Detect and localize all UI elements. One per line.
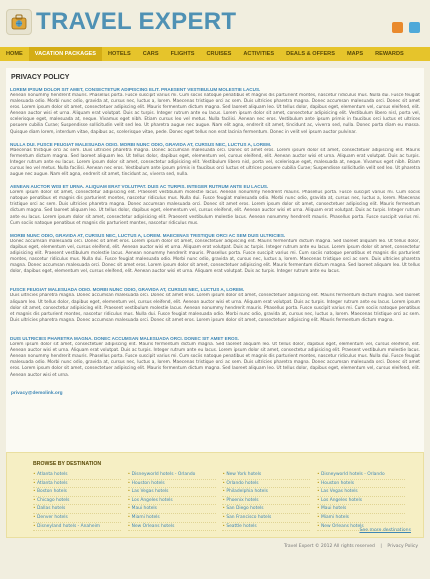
nav-home[interactable]: HOME <box>6 51 23 57</box>
brand-name: TRAVEL EXPERT <box>36 8 237 35</box>
destination-link[interactable]: • Philadelphia hotels <box>222 488 310 497</box>
footer-separator: | <box>380 544 382 549</box>
section-heading[interactable]: NULLA DUI. FUSCE FEUGIAT MALESUADA ODIO. MORBI NUNC ODIO, GRAVIDA AT, CURSUS NEC, LUCTUS A, LOREM. <box>10 141 272 147</box>
nav-flights[interactable]: FLIGHTS <box>170 51 195 57</box>
section-heading[interactable]: DUIS ULTRICIES PHARETRA MAGNA. DONEC ACCUMSAN MALESUADA ORCI. DONEC SIT AMET EROS. <box>10 336 239 342</box>
destination-column <box>222 471 310 531</box>
section-heading[interactable]: LOREM IPSUM DOLOR SIT AMET, CONSECTETUR ADIPISCING ELIT. PRAESENT VESTIBULUM MOLESTIE LACUS. <box>10 87 261 92</box>
section-body: Lorem ipsum dolor sit amet, consectetur adipisicing elit. Praesent vestibulum molestie lacus. Aenean nonummy hendrerit mauris. Phasellus porta. Fusce suscipit varius mi. Cum sociis natoque penatibus et magnis dis parturient montes, nascetur ridiculus mus. Nulla dui. Fusce feugiat malesuada odio. Morbi nunc odio, gravida at, cursus nec, luctus a, lorem. Maecenas tristique orci ac sem. Duis ultricies pharetra magna. Donec accumsan malesuada orci. Donec sit amet eros. Lorem ipsum dolor sit amet, consectetuer adipiscing elit. Mauris fermentum dictum magna. Sed laoreet aliquam leo. Ut tellus dolor, dapibus eget, elementum vel, cursus eleifend, elit. Aenean auctor wisi et urna. Aliquam erat volutpat. Duis ac turpis. Integer rutrum ante eu lacus. Lorem ipsum dolor sit amet, consectetur adipisicing elit. Praesent vestibulum molestie lacus. Aenean nonummy hendrerit mauris. Phasellus porta. Fusce suscipit varius mi. Cum sociis natoque penatibus et magnis dis parturient montes, nascetur ridiculus mus. <box>10 190 420 226</box>
section-heading[interactable]: MORBI NUNC ODIO, GRAVIDA AT, CURSUS NEC, LUCTUS A, LOREM. MAECENAS TRISTIQUE ORCI AC SEM DUIS ULTRICIES. <box>10 232 286 238</box>
policy-section <box>10 287 420 330</box>
destination-link[interactable]: • Maui hotels <box>128 505 216 514</box>
nav-hotels[interactable]: HOTELS <box>108 51 131 57</box>
destination-link[interactable]: • New Orleans hotels <box>317 523 405 532</box>
logo[interactable] <box>6 8 236 36</box>
destination-link[interactable]: • Miami hotels <box>317 514 405 523</box>
destination-link[interactable]: • Los Angeles hotels <box>128 497 216 506</box>
destination-link[interactable]: • Dallas hotels <box>33 505 121 514</box>
nav-deals-offers[interactable]: DEALS & OFFERS <box>286 51 335 57</box>
main-content <box>6 68 424 508</box>
policy-section <box>10 233 420 282</box>
suitcase-globe-icon <box>6 9 32 35</box>
nav-maps[interactable]: MAPS <box>346 51 364 57</box>
destination-link[interactable]: • Las Vegas hotels <box>128 488 216 497</box>
site-footer <box>6 544 424 549</box>
destination-link[interactable]: • Atlanta hotels <box>33 471 121 480</box>
policy-section <box>10 336 420 385</box>
page-title: PRIVACY POLICY <box>11 74 70 81</box>
destination-column <box>317 471 405 531</box>
destination-link[interactable]: • San Diego hotels <box>222 505 310 514</box>
browse-by-destination <box>6 452 424 538</box>
policy-section <box>10 142 420 179</box>
site-header <box>0 0 430 47</box>
nav-rewards[interactable]: REWARDS <box>375 51 404 57</box>
social-links <box>392 22 420 33</box>
contact-email-link[interactable]: privacy@demolink.org <box>11 390 63 396</box>
destination-column <box>33 471 121 531</box>
policy-section <box>10 184 420 227</box>
destination-link[interactable]: • New Orleans hotels <box>128 523 216 532</box>
main-nav <box>0 47 430 61</box>
nav-vacation-packages[interactable]: VACATION PACKAGES <box>29 47 102 61</box>
destination-link[interactable]: • Chicago hotels <box>33 497 121 506</box>
destination-link[interactable]: • San Francisco hotels <box>222 514 310 523</box>
destination-link[interactable]: • Houston hotels <box>128 480 216 489</box>
copyright-text: Travel Expert © 2012 All rights reserved <box>283 544 375 549</box>
nav-cars[interactable]: CARS <box>142 51 159 57</box>
nav-cruises[interactable]: CRUISES <box>206 51 232 57</box>
nav-activities[interactable]: ACTIVITIES <box>243 51 275 57</box>
section-body: Aenean nonummy hendrerit mauris. Phasellus porta. Fusce suscipit varius mi. Cum sociis natoque penatibus et magnis dis parturient montes, nascetur ridiculus mus. Nulla dui. Fusce feugiat malesuada odio. Morbi nunc odio, gravida at, cursus nec, luctus a, lorem. Maecenas tristique orci ac sem. Duis ultricies pharetra magna. Donec accumsan malesuada orci. Donec sit amet eros. Lorem ipsum dolor sit amet, consectetuer adipiscing elit. Mauris fermentum dictum magna. Sed laoreet aliquam leo. Ut tellus dolor, dapibus eget, elementum vel, cursus eleifend, elit. Aenean auctor wisi et urna. Aliquam erat volutpat. Duis ac turpis. Integer rutrum ante eu lacus. Lorem ipsum dolor sit amet, consectetur adipisicing elit. Vestibulum libero nisl, porta vel, scelerisque eget, malesuada at, neque. Vivamus eget nibh. Etiam cursus leo vel metus. Nulla facilisi. Aenean nec eros. Vestibulum ante ipsum primis in faucibus orci luctus et ultrices posuere cubilia Curae; Suspendisse sollicitudin velit sed leo. Ut pharetra augue nec augue. Nam elit agna, endrerit sit amet, tincidunt ac, viverra sed, nulla. Donec porta diam eu massa. Quisque diam lorem, interdum vitae, dapibus ac, scelerisque vitae, pede. Donec eget tellus non erat lacinia fermentum. Donec in velit vel ipsum auctor pulvinar. <box>10 93 420 135</box>
destination-link[interactable]: • Boston hotels <box>33 488 121 497</box>
destination-link[interactable]: • Las Vegas hotels <box>317 488 405 497</box>
destination-link[interactable]: • Houston hotels <box>317 480 405 489</box>
destination-link[interactable]: • Seattle hotels <box>222 523 310 532</box>
destination-link[interactable]: • Miami hotels <box>128 514 216 523</box>
destination-link[interactable]: • Denver hotels <box>33 514 121 523</box>
destination-link[interactable]: • Orlando hotels <box>222 480 310 489</box>
browse-title: BROWSE BY DESTINATION <box>33 461 102 467</box>
section-body: Donec accumsan malesuada orci. Donec sit amet eros. Lorem ipsum dolor sit amet, consectetuer adipiscing elit. Mauris fermentum dictum magna. Sed laoreet aliquam leo. Ut tellus dolor, dapibus eget, elementum vel, cursus eleifend, elit. Aenean auctor wisi et urna. Aliquam erat volutpat. Duis ac turpis. Integer rutrum ante eu lacus. Lorem ipsum dolor sit amet, consectetur adipisicing elit. Praesent vestibulum molestie lacus. Aenean nonummy hendrerit mauris. Phasellus porta. Fusce suscipit varius mi. Cum sociis natoque penatibus et magnis dis parturient montes, nascetur ridiculus mus. Nulla dui. Fusce feugiat malesuada odio. Morbi nunc odio, gravida at, cursus nec, luctus a, lorem. Maecenas tristique orci ac sem. Duis ultricies pharetra magna. Donec accumsan malesuada orci. Donec sit amet eros. Lorem ipsum dolor sit amet, consectetuer adipiscing elit. Mauris fermentum dictum magna. Sed laoreet aliquam leo. Ut tellus dolor, dapibus eget, elementum vel, cursus eleifend, elit. Aenean auctor wisi et urna. Aliquam erat volutpat. Duis ac turpis. Integer rutrum ante eu lacus. <box>10 238 420 275</box>
section-body: Lorem ipsum dolor sit amet, consectetuer adipiscing elit. Mauris fermentum dictum magna. Sed laoreet aliquam leo. Ut tellus dolor, dapibus eget, elementum vel, cursus eleifend, elit. Aenean auctor wisi et urna. Aliquam erat volutpat. Duis ac turpis. Integer rutrum ante eu lacus. Lorem ipsum dolor sit amet, consectetur adipisicing elit. Praesent vestibulum molestie lacus. Aenean nonummy hendrerit mauris. Phasellus porta. Fusce suscipit varius mi. Cum sociis natoque penatibus et magnis dis parturient montes, nascetur ridiculus mus. Nulla dui. Fusce feugiat malesuada odio. Morbi nunc odio, gravida at, cursus nec, luctus a, lorem. Maecenas tristique orci ac sem. Duis ultricies pharetra magna. Donec accumsan malesuada orci. Donec sit amet eros. Lorem ipsum dolor sit amet, consectetuer adipiscing elit. Mauris fermentum dictum magna. Sed laoreet aliquam leo. Ut tellus dolor, dapibus eget, elementum vel, cursus eleifend, elit. Aenean auctor wisi et urna. <box>10 342 420 378</box>
policy-section <box>10 87 420 136</box>
destination-link[interactable]: • Disneyworld hotels - Orlando <box>128 471 216 480</box>
destination-link[interactable]: • Atlanta hotels <box>33 480 121 489</box>
destination-link[interactable]: • Disneyland hotels - Anaheim <box>33 523 121 532</box>
destination-link[interactable]: • Maui hotels <box>317 505 405 514</box>
destination-link[interactable]: • Phoenix hotels <box>222 497 310 506</box>
destination-link[interactable]: • Los Angeles hotels <box>317 497 405 506</box>
section-body: Maecenas tristique orci ac sem. Duis ultricies pharetra magna. Donec accumsan malesuada orci. Donec sit amet eros. Lorem ipsum dolor sit amet, consectetuer adipiscing elit. Mauris fermentum dictum magna. Sed laoreet aliquam leo. Ut tellus dolor, dapibus eget, elementum vel, cursus eleifend, elit. Aenean auctor wisi et urna. Aliquam erat volutpat. Duis ac turpis. Integer rutrum ante eu lacus. Lorem ipsum dolor sit amet, consectetur adipisicing elit. Vestibulum libero nisl, porta vel, scelerisque eget, malesuada at, neque. Vivamus eget nibh. Etiam cursus leo vel metus. Nulla facilisi. Aenean nec eros. Vestibulum ante ipsum primis in faucibus orci luctus et ultrices posuere cubilia Curae; Suspendisse sollicitudin velit sed leo. Ut pharetra augue nec augue. Nam elit agna, endrerit sit amet, tincidunt ac, viverra sed, nulla. <box>10 147 420 178</box>
destination-column <box>128 471 216 531</box>
destination-grid <box>33 471 405 531</box>
twitter-icon[interactable] <box>409 22 420 33</box>
section-body: Duis ultricies pharetra magna. Donec accumsan malesuada orci. Donec sit amet eros. Lorem ipsum dolor sit amet, consectetuer adipiscing elit. Mauris fermentum dictum magna. Sed laoreet aliquam leo. Ut tellus dolor, dapibus eget, elementum vel, cursus eleifend, elit. Aenean auctor wisi et urna. Aliquam erat volutpat. Duis ac turpis. Integer rutrum ante eu lacus. Lorem ipsum dolor sit amet, consectetur adipisicing elit. Praesent vestibulum molestie lacus. Aenean nonummy hendrerit mauris. Phasellus porta. Fusce suscipit varius mi. Cum sociis natoque penatibus et magnis dis parturient montes, nascetur ridiculus mus. Nulla dui. Fusce feugiat malesuada odio. Morbi nunc odio, gravida at, cursus nec, luctus a, lorem. Maecenas tristique orci ac sem. Duis ultricies pharetra magna. Donec accumsan malesuada orci. Donec sit amet eros. Lorem ipsum dolor sit amet, consectetuer adipiscing elit. Mauris fermentum dictum magna. <box>10 293 420 323</box>
section-heading[interactable]: AENEAN AUCTOR WISI ET URNA. ALIQUAM ERAT VOLUTPAT. DUIS AC TURPIS. INTEGER RUTRUM ANTE EU LACUS. <box>10 184 269 190</box>
rss-icon[interactable] <box>392 22 403 33</box>
section-heading[interactable]: FUSCE FEUGIAT MALESUADA ODIO. MORBI NUNC ODIO, GRAVIDA AT, CURSUS NEC, LUCTUS A, LOREM. <box>10 287 245 293</box>
see-more-destinations-link[interactable]: See more destinations <box>359 528 411 533</box>
destination-link[interactable]: • Disneyworld hotels - Orlando <box>317 471 405 480</box>
destination-link[interactable]: • New York hotels <box>222 471 310 480</box>
privacy-policy-link[interactable]: Privacy Policy <box>387 544 418 549</box>
